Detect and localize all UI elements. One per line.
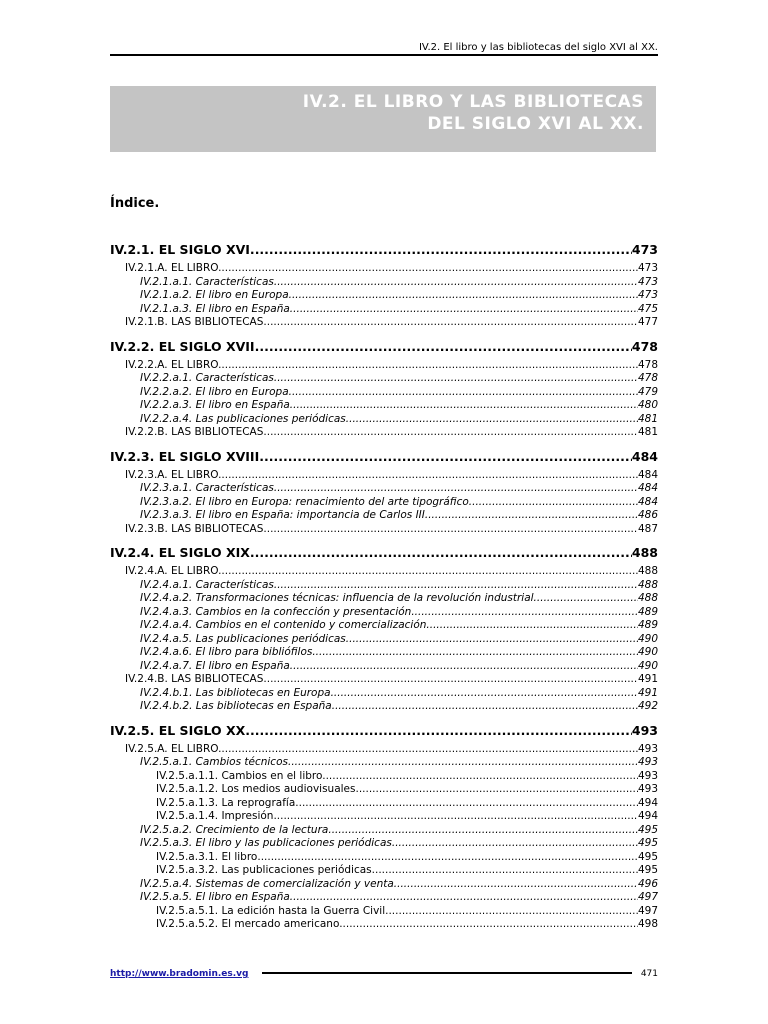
toc-entry-page: 493 <box>631 722 658 738</box>
toc-entry[interactable] <box>110 592 658 606</box>
toc-entry[interactable] <box>110 545 658 560</box>
toc-dot-leader <box>426 619 638 633</box>
toc-entry[interactable] <box>110 509 658 523</box>
toc-entry[interactable] <box>110 824 658 838</box>
toc-entry-label: IV.2.4.a.7. El libro en España. <box>140 659 294 672</box>
toc-entry-label: IV.2.3. EL SIGLO XVIII. <box>110 448 264 464</box>
toc-entry[interactable] <box>110 426 658 440</box>
toc-dot-leader <box>255 242 632 257</box>
toc-entry-label: IV.2.4.a.2. Transformaciones técnicas: influencia de la revolución industrial. <box>140 592 537 604</box>
toc-entry[interactable] <box>110 242 658 257</box>
toc-entry-page: 473 <box>637 262 658 274</box>
toc-entry-label: IV.2.5.a.2. Crecimiento de la lectura. <box>140 823 332 836</box>
toc-entry-page: 496 <box>637 877 658 890</box>
toc-entry-page: 494 <box>637 796 658 809</box>
toc-dot-leader <box>277 276 638 290</box>
toc-entry[interactable] <box>110 262 658 276</box>
toc-entry-page: 473 <box>637 289 658 301</box>
toc-entry[interactable] <box>110 469 658 483</box>
toc-entry[interactable] <box>110 579 658 593</box>
toc-entry-page: 495 <box>637 823 658 836</box>
toc-dot-leader <box>372 864 638 878</box>
index-heading: Índice. <box>110 196 160 211</box>
toc-entry-label: IV.2.2.a.2. El libro en Europa. <box>140 385 292 398</box>
toc-entry-page: 490 <box>637 659 658 672</box>
toc-dot-leader <box>264 449 632 464</box>
toc-dot-leader <box>332 824 638 838</box>
toc-dot-leader <box>277 810 638 824</box>
toc-entry[interactable] <box>110 673 658 687</box>
toc-entry-page: 493 <box>637 756 658 768</box>
toc-entry-label: IV.2.2.a.3. El libro en España. <box>140 399 294 411</box>
toc-dot-leader <box>221 262 638 276</box>
toc-dot-leader <box>250 723 632 738</box>
toc-entry[interactable] <box>110 918 658 932</box>
toc-entry-label: IV.2.2.a.1. Características. <box>140 372 278 384</box>
toc-entry-page: 480 <box>637 399 658 411</box>
toc-entry-page: 478 <box>631 338 658 354</box>
toc-entry-page: 494 <box>637 810 658 822</box>
toc-entry-label: IV.2.5.a.4. Sistemas de comercialización y venta <box>140 877 394 890</box>
toc-entry-label: IV.2.4.a.5. Las publicaciones periódicas. <box>140 632 350 645</box>
toc-gap <box>110 440 658 447</box>
toc-dot-leader <box>267 316 638 330</box>
toc-dot-leader <box>293 891 638 905</box>
toc-entry-page: 491 <box>637 673 658 685</box>
toc-entry[interactable] <box>110 837 658 851</box>
toc-entry-label: IV.2.5.a.1.4. Impresión. <box>156 810 277 822</box>
toc-dot-leader <box>332 700 638 714</box>
toc-entry[interactable] <box>110 316 658 330</box>
toc-entry-page: 498 <box>637 918 658 930</box>
chapter-title-line-2: DEL SIGLO XVI AL XX. <box>427 114 644 134</box>
toc-entry-page: 489 <box>637 605 658 618</box>
footer-link[interactable]: http://www.bradomin.es.vg <box>110 969 249 979</box>
toc-entry-label: IV.2.3.a.3. El libro en España: importancia de Carlos III. <box>140 509 429 521</box>
chapter-title-box <box>110 86 656 152</box>
toc-entry[interactable] <box>110 523 658 537</box>
toc-entry[interactable] <box>110 276 658 290</box>
toc-entry[interactable] <box>110 723 658 738</box>
toc-entry[interactable] <box>110 851 658 865</box>
toc-entry-label: IV.2.5.a.1.2. Los medios audiovisuales <box>156 783 356 795</box>
toc-entry[interactable] <box>110 743 658 757</box>
toc-gap <box>110 714 658 721</box>
toc-entry-label: IV.2.1.a.1. Características. <box>140 275 278 288</box>
toc-entry-page: 479 <box>637 385 658 398</box>
page-number: 471 <box>640 969 658 979</box>
toc-entry-page: 491 <box>637 686 658 699</box>
toc-entry[interactable] <box>110 756 658 770</box>
toc-entry[interactable] <box>110 646 658 660</box>
toc-entry-label: IV.2.2.B. LAS BIBLIOTECAS. <box>125 426 267 438</box>
toc-entry[interactable] <box>110 606 658 620</box>
running-header: IV.2. El libro y las bibliotecas del siglo XVI al XX. <box>418 42 658 53</box>
toc-entry-page: 488 <box>637 565 658 577</box>
toc-dot-leader <box>395 837 638 851</box>
toc-entry-page: 488 <box>637 578 658 591</box>
toc-entry-page: 473 <box>637 275 658 288</box>
toc-dot-leader <box>277 372 638 386</box>
toc-entry-label: IV.2.5.a.5.2. El mercado americano. <box>156 918 343 930</box>
toc-entry-page: 490 <box>637 646 658 658</box>
toc-entry[interactable] <box>110 399 658 413</box>
toc-entry-label: IV.2.3.A. EL LIBRO. <box>125 468 222 481</box>
toc-dot-leader <box>472 496 638 510</box>
toc-entry[interactable] <box>110 770 658 784</box>
toc-entry-page: 488 <box>637 592 658 604</box>
toc-entry-page: 497 <box>637 891 658 903</box>
toc-entry-label: IV.2.4.b.2. Las bibliotecas en España <box>140 700 332 712</box>
footer-rule <box>262 972 632 974</box>
toc-entry[interactable] <box>110 386 658 400</box>
toc-entry[interactable] <box>110 797 658 811</box>
toc-entry-page: 493 <box>637 769 658 782</box>
toc-entry-page: 477 <box>637 316 658 328</box>
chapter-title-line-1: IV.2. EL LIBRO Y LAS BIBLIOTECAS <box>302 92 644 112</box>
toc-entry-page: 481 <box>637 426 658 438</box>
toc-entry[interactable] <box>110 359 658 373</box>
toc-entry-label: IV.2.3.B. LAS BIBLIOTECAS. <box>125 522 267 535</box>
toc-dot-leader <box>221 359 638 373</box>
table-of-contents <box>110 240 658 932</box>
toc-entry[interactable] <box>110 891 658 905</box>
toc-entry-page: 488 <box>631 545 658 560</box>
toc-entry-label: IV.2.4.B. LAS BIBLIOTECAS. <box>125 673 267 685</box>
toc-dot-leader <box>388 905 637 919</box>
toc-entry-label: IV.2.5.a.3.2. Las publicaciones periódicas <box>156 864 372 876</box>
toc-dot-leader <box>267 426 638 440</box>
toc-entry-label: IV.2.1.a.2. El libro en Europa. <box>140 289 292 301</box>
toc-entry-label: IV.2.4.a.3. Cambios en la confección y presentación. <box>140 605 415 618</box>
toc-entry-label: IV.2.4.b.1. Las bibliotecas en Europa. <box>140 686 334 699</box>
toc-entry-page: 481 <box>637 412 658 425</box>
toc-entry-label: IV.2.4.a.4. Cambios en el contenido y comercialización <box>140 619 427 631</box>
toc-entry-page: 495 <box>637 837 658 849</box>
toc-entry-label: IV.2.5. EL SIGLO XX. <box>110 722 250 738</box>
toc-entry[interactable] <box>110 864 658 878</box>
toc-dot-leader <box>394 878 638 892</box>
toc-entry[interactable] <box>110 687 658 701</box>
toc-entry[interactable] <box>110 905 658 919</box>
toc-entry-label: IV.2.5.a.1.1. Cambios en el libro. <box>156 769 326 782</box>
toc-dot-leader <box>221 469 638 483</box>
toc-dot-leader <box>343 918 638 932</box>
toc-entry[interactable] <box>110 783 658 797</box>
toc-entry-label: IV.2.1.A. EL LIBRO. <box>125 262 222 274</box>
toc-entry-label: IV.2.5.a.5.1. La edición hasta la Guerra Civil. <box>156 904 389 917</box>
toc-entry[interactable] <box>110 482 658 496</box>
toc-entry-label: IV.2.2.a.4. Las publicaciones periódicas. <box>140 412 350 425</box>
toc-dot-leader <box>277 579 638 593</box>
toc-entry[interactable] <box>110 878 658 892</box>
toc-dot-leader <box>326 770 638 784</box>
toc-gap <box>110 330 658 337</box>
toc-entry-label: IV.2.2.A. EL LIBRO. <box>125 358 222 371</box>
toc-dot-leader <box>293 399 638 413</box>
toc-entry-page: 484 <box>631 448 658 464</box>
toc-entry-page: 487 <box>637 522 658 535</box>
toc-entry-page: 489 <box>637 619 658 631</box>
toc-entry[interactable] <box>110 289 658 303</box>
toc-entry-page: 484 <box>637 495 658 508</box>
toc-entry-page: 497 <box>637 904 658 917</box>
toc-dot-leader <box>257 851 638 865</box>
toc-dot-leader <box>295 797 638 811</box>
toc-entry[interactable] <box>110 339 658 354</box>
toc-entry-label: IV.2.5.a.3.1. El libro <box>156 850 258 863</box>
toc-dot-leader <box>292 289 638 303</box>
toc-entry[interactable] <box>110 496 658 510</box>
toc-dot-leader <box>537 592 638 606</box>
toc-entry[interactable] <box>110 660 658 674</box>
toc-entry-page: 478 <box>637 372 658 384</box>
toc-entry[interactable] <box>110 810 658 824</box>
toc-dot-leader <box>255 339 632 354</box>
toc-entry-page: 495 <box>637 864 658 876</box>
toc-entry-label: IV.2.4.a.6. El libro para bibliófilos. <box>140 646 316 658</box>
toc-entry[interactable] <box>110 633 658 647</box>
header-rule <box>110 54 658 56</box>
toc-dot-leader <box>293 660 638 674</box>
toc-dot-leader <box>291 756 638 770</box>
toc-dot-leader <box>349 633 638 647</box>
toc-entry-label: IV.2.2. EL SIGLO XVII <box>110 338 255 354</box>
toc-dot-leader <box>221 565 638 579</box>
toc-entry[interactable] <box>110 372 658 386</box>
toc-entry-label: IV.2.5.A. EL LIBRO. <box>125 742 222 755</box>
toc-entry-page: 486 <box>637 509 658 521</box>
toc-dot-leader <box>428 509 638 523</box>
toc-entry-label: IV.2.5.a.1. Cambios técnicos. <box>140 756 292 768</box>
toc-dot-leader <box>255 545 632 560</box>
toc-entry-label: IV.2.4. EL SIGLO XIX. <box>110 545 255 560</box>
toc-entry-page: 475 <box>637 302 658 315</box>
toc-entry-label: IV.2.1. EL SIGLO XVI. <box>110 242 255 257</box>
toc-entry-label: IV.2.3.a.2. El libro en Europa: renacimiento del arte tipográfico. <box>140 495 473 508</box>
toc-dot-leader <box>267 523 638 537</box>
toc-entry-page: 473 <box>631 242 658 257</box>
toc-entry-label: IV.2.5.a.5. El libro en España. <box>140 891 294 903</box>
toc-entry[interactable] <box>110 619 658 633</box>
toc-entry-label: IV.2.5.a.1.3. La reprografía <box>156 796 296 809</box>
toc-entry-label: IV.2.4.a.1. Características. <box>140 578 278 591</box>
toc-dot-leader <box>355 783 637 797</box>
toc-gap <box>110 536 658 543</box>
toc-dot-leader <box>292 386 638 400</box>
toc-entry-page: 490 <box>637 632 658 645</box>
toc-entry-label: IV.2.4.A. EL LIBRO. <box>125 565 222 577</box>
toc-dot-leader <box>267 673 638 687</box>
toc-entry-page: 495 <box>637 850 658 863</box>
toc-entry-page: 492 <box>637 700 658 712</box>
toc-entry-page: 493 <box>637 783 658 795</box>
toc-entry[interactable] <box>110 565 658 579</box>
toc-entry-label: IV.2.1.B. LAS BIBLIOTECAS. <box>125 316 267 328</box>
toc-entry[interactable] <box>110 413 658 427</box>
toc-dot-leader <box>316 646 638 660</box>
toc-dot-leader <box>334 687 638 701</box>
toc-dot-leader <box>277 482 638 496</box>
toc-entry-page: 484 <box>637 468 658 481</box>
toc-dot-leader <box>415 606 638 620</box>
toc-entry-label: IV.2.5.a.3. El libro y las publicaciones periódicas. <box>140 837 396 849</box>
toc-entry-label: IV.2.3.a.1. Características. <box>140 482 278 494</box>
toc-entry[interactable] <box>110 303 658 317</box>
toc-entry-page: 484 <box>637 482 658 494</box>
toc-entry[interactable] <box>110 449 658 464</box>
toc-dot-leader <box>293 303 638 317</box>
toc-entry-page: 493 <box>637 742 658 755</box>
toc-entry-label: IV.2.1.a.3. El libro en España. <box>140 302 294 315</box>
toc-dot-leader <box>349 413 638 427</box>
toc-entry[interactable] <box>110 700 658 714</box>
toc-entry-page: 478 <box>637 358 658 371</box>
toc-dot-leader <box>221 743 638 757</box>
